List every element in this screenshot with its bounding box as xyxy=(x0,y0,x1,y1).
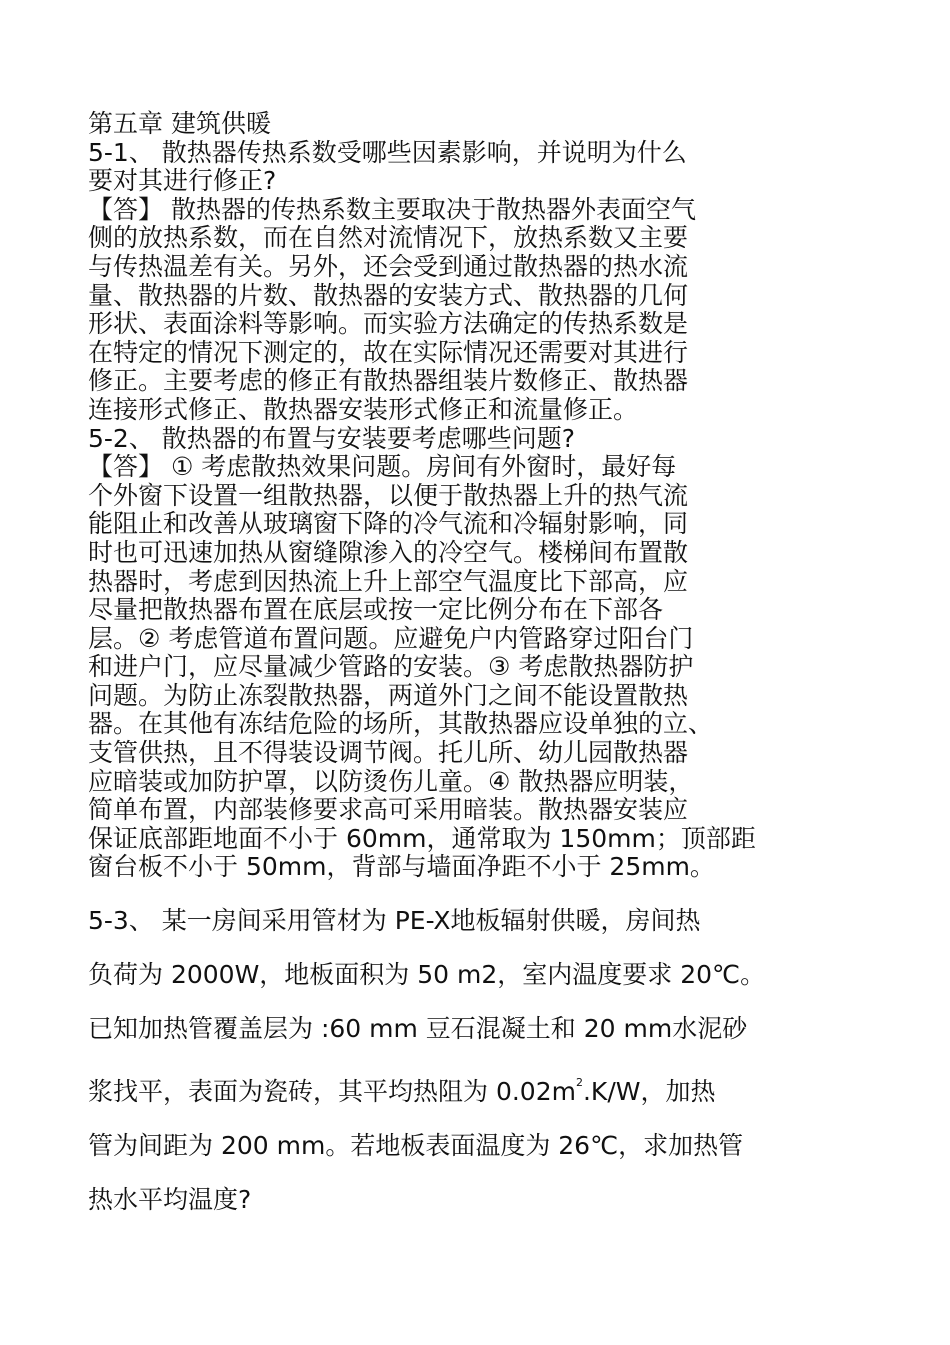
text-line: 简单布置，内部装修要求高可采用暗装。散热器安装应 xyxy=(88,795,689,825)
unit-rest: .K/W，加热 xyxy=(582,1077,716,1107)
text-line: 个外窗下设置一组散热器，以便于散热器上升的热气流 xyxy=(88,480,689,510)
text-line: 层。② 考虑管道布置问题。应避免户内管路穿过阳台门 xyxy=(88,623,694,653)
text-line: 支管供热，且不得装设调节阀。托儿所、幼儿园散热器 xyxy=(88,738,689,768)
chapter-title: 第五章 建筑供暖 xyxy=(88,109,271,138)
text-line: 要对其进行修正? xyxy=(88,166,277,196)
question-5-1 xyxy=(88,139,863,425)
unit-value: 0.02m xyxy=(495,1077,576,1107)
question-5-3 xyxy=(88,894,863,1227)
text-line: 与传热温差有关。另外，还会受到通过散热器的热水流 xyxy=(88,251,689,281)
text-line: 保证底部距地面不小于 60mm，通常取为 150mm；顶部距 xyxy=(88,823,756,853)
text-line: 连接形式修正、散热器安装形式修正和流量修正。 xyxy=(88,394,639,424)
text-line: 在特定的情况下测定的，故在实际情况还需要对其进行 xyxy=(88,337,689,367)
unit-superscript: 2 xyxy=(575,1076,583,1090)
text-line: 热器时，考虑到因热流上升上部空气温度比下部高，应 xyxy=(88,566,689,596)
text-line: 时也可迅速加热从窗缝隙渗入的冷空气。楼梯间布置散 xyxy=(88,537,689,567)
text-line: 5-2、 散热器的布置与安装要考虑哪些问题? xyxy=(88,423,576,453)
text-line: 管为间距为 200 mm。若地板表面温度为 26℃，求加热管 xyxy=(88,1131,744,1161)
text-line: 问题。为防止冻裂散热器，两道外门之间不能设置散热 xyxy=(88,680,689,710)
text-line: 形状、表面涂料等影响。而实验方法确定的传热系数是 xyxy=(88,309,689,339)
text-line: 5-3、 某一房间采用管材为 PE-X地板辐射供暖，房间热 xyxy=(88,906,701,936)
text-line: 【答】 ① 考虑散热效果问题。房间有外窗时，最好每 xyxy=(88,452,677,482)
text-line: 热水平均温度? xyxy=(88,1185,252,1215)
text-line: 侧的放热系数，而在自然对流情况下，放热系数又主要 xyxy=(88,223,689,253)
text-line: 窗台板不小于 50mm，背部与墙面净距不小于 25mm。 xyxy=(88,852,715,882)
text-line: 尽量把散热器布置在底层或按一定比例分布在下部各 xyxy=(88,595,664,625)
text-line: 【答】 散热器的传热系数主要取决于散热器外表面空气 xyxy=(88,194,696,224)
text-line: 能阻止和改善从玻璃窗下降的冷气流和冷辐射影响，同 xyxy=(88,509,689,539)
text-line: 负荷为 2000W，地板面积为 50 m2，室内温度要求 20℃。 xyxy=(88,960,766,990)
text-line: 已知加热管覆盖层为 :60 mm 豆石混凝土和 20 mm水泥砂 xyxy=(88,1014,748,1044)
text-line: 器。在其他有冻结危险的场所，其散热器应设单独的立、 xyxy=(88,709,714,739)
document-page xyxy=(88,110,863,1227)
text-line: 5-1、 散热器传热系数受哪些因素影响，并说明为什么 xyxy=(88,137,687,167)
text-line: 和进户门，应尽量减少管路的安装。③ 考虑散热器防护 xyxy=(88,652,694,682)
question-5-2 xyxy=(88,425,863,883)
text-line: 应暗装或加防护罩，以防烫伤儿童。④ 散热器应明装， xyxy=(88,766,694,796)
text-line: 量、散热器的片数、散热器的安装方式、散热器的几何 xyxy=(88,280,689,310)
text-segment: 浆找平，表面为瓷砖，其平均热阻为 xyxy=(88,1077,496,1107)
text-line: 修正。主要考虑的修正有散热器组装片数修正、散热器 xyxy=(88,366,689,396)
text-line-thermal-resistance xyxy=(88,1056,863,1119)
